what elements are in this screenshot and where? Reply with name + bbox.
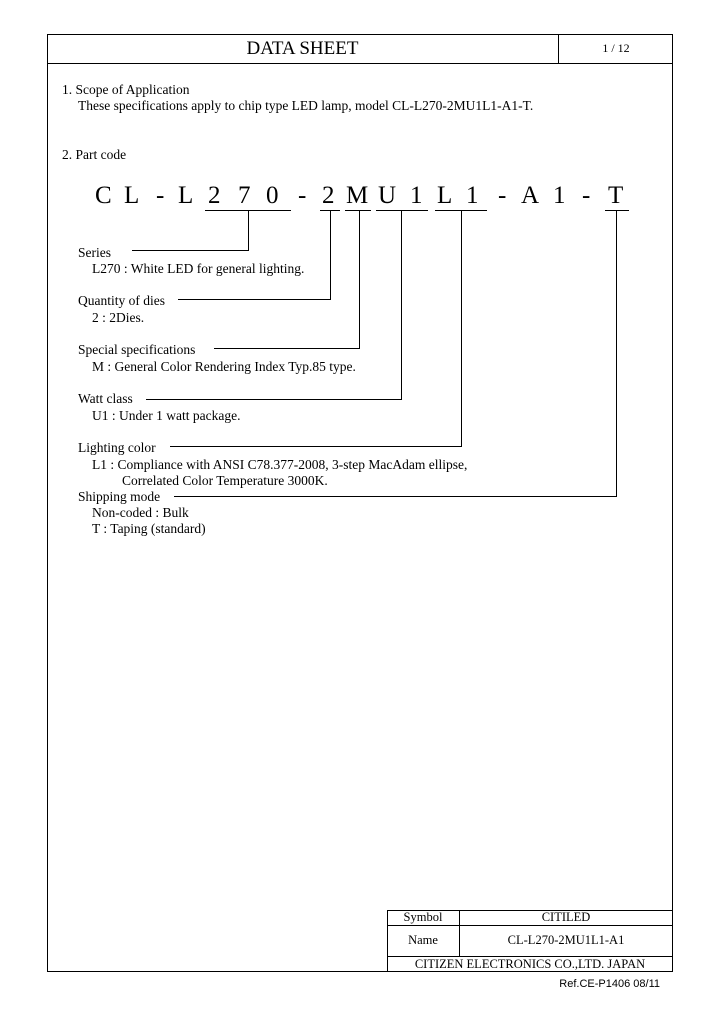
part-code-char: 1 [466, 182, 479, 209]
underline-special [345, 210, 371, 211]
leader-color-h [170, 446, 462, 447]
symbol-label: Symbol [403, 910, 443, 924]
part-code-char: L [178, 182, 194, 209]
symbol-value: CITILED [541, 910, 591, 924]
part-code-char: 0 [266, 182, 279, 209]
section2-heading: 2. Part code [62, 147, 127, 162]
page-number: 1 / 12 [559, 34, 673, 64]
special-label: Special specifications [78, 342, 196, 357]
watt-label: Watt class [78, 391, 133, 406]
part-code-char: M [346, 182, 369, 209]
part-code-char: L [437, 182, 453, 209]
page-title: DATA SHEET [47, 34, 559, 64]
leader-watt [401, 211, 402, 400]
leader-dies [330, 211, 331, 300]
part-code-char: - [498, 182, 507, 209]
name-value: CL-L270-2MU1L1-A1 [507, 933, 625, 947]
part-code-char: A [521, 182, 540, 209]
part-code-char: 1 [553, 182, 566, 209]
part-code-char: C [95, 182, 112, 209]
color-desc-1: L1 : Compliance with ANSI C78.377-2008, 3-step MacAdam ellipse, [92, 457, 468, 472]
dies-label: Quantity of dies [78, 293, 165, 308]
dies-desc: 2 : 2Dies. [92, 310, 145, 325]
part-code-char: 2 [208, 182, 221, 209]
section1-body: These specifications apply to chip type LED lamp, model CL-L270-2MU1L1-A1-T. [78, 98, 534, 113]
series-desc: L270 : White LED for general lighting. [92, 261, 305, 276]
leader-watt-h [146, 399, 402, 400]
part-code-char: T [608, 182, 624, 209]
leader-special-h [214, 348, 360, 349]
leader-shipping-h [174, 496, 617, 497]
color-desc-2: Correlated Color Temperature 3000K. [122, 473, 328, 488]
leader-color [461, 211, 462, 447]
part-code-char: 7 [238, 182, 251, 209]
shipping-desc-1: Non-coded : Bulk [92, 505, 189, 520]
part-code-char: - [582, 182, 591, 209]
part-code-char: - [298, 182, 307, 209]
leader-series-h [132, 250, 249, 251]
color-label: Lighting color [78, 440, 156, 455]
company-name: CITIZEN ELECTRONICS CO.,LTD. JAPAN [414, 956, 646, 971]
series-label: Series [78, 245, 111, 260]
special-desc: M : General Color Rendering Index Typ.85 type. [92, 359, 356, 374]
part-code-char: 1 [410, 182, 423, 209]
name-label: Name [408, 933, 438, 947]
leader-series [248, 211, 249, 251]
part-code-char: L [124, 182, 140, 209]
reference-code: Ref.CE-P1406 08/11 [559, 978, 660, 990]
part-code-char: - [156, 182, 165, 209]
leader-dies-h [178, 299, 331, 300]
part-code-char: 2 [322, 182, 335, 209]
leader-shipping [616, 211, 617, 497]
watt-desc: U1 : Under 1 watt package. [92, 408, 241, 423]
leader-special [359, 211, 360, 349]
part-code-char: U [378, 182, 397, 209]
section1-heading: 1. Scope of Application [62, 82, 190, 97]
shipping-label: Shipping mode [78, 489, 161, 504]
shipping-desc-2: T : Taping (standard) [92, 521, 206, 536]
